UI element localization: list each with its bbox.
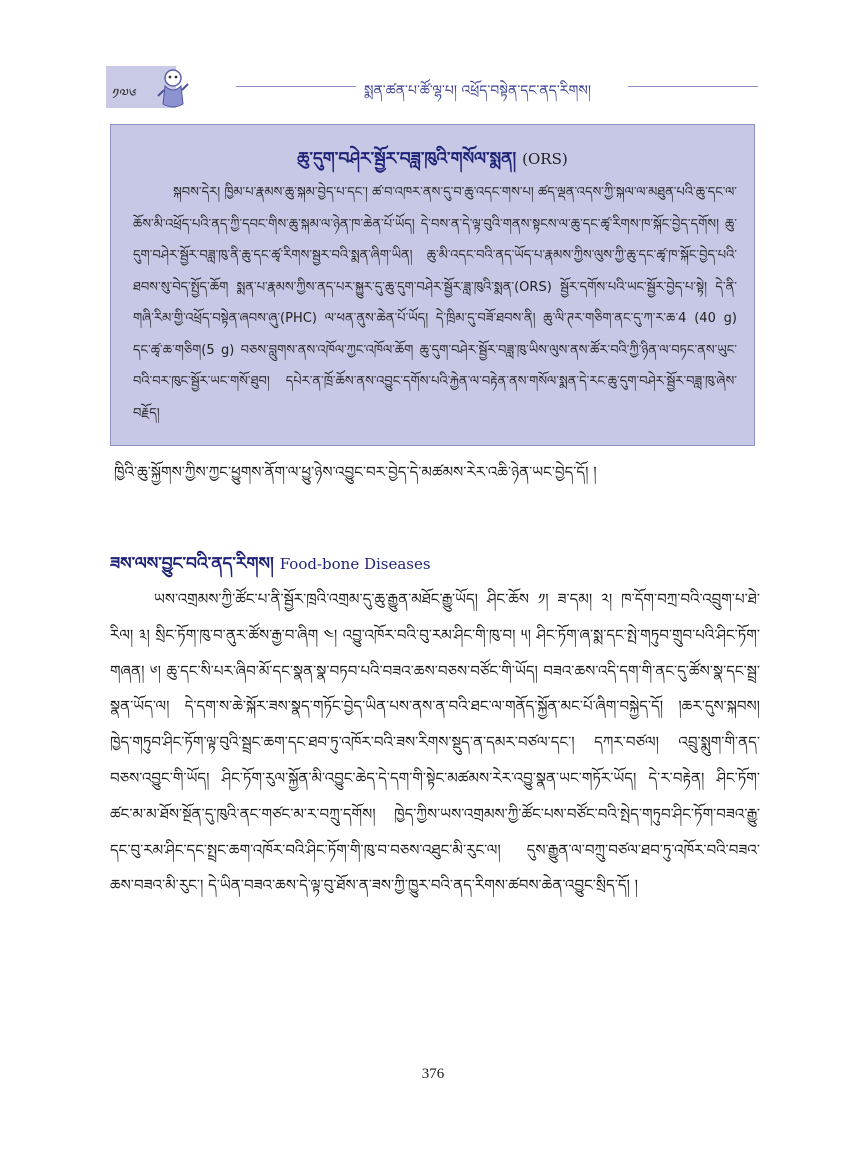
after-box-sentence: ཁྱིའི་ཆུ་སྐྱོགས་ཀྱིས་ཀྱང་ཕྱུགས་ནོག་ལ་ཕྱུ་ཉེས་འབྱུང་བར་བྱེད་དེ་མཚམས་རེར་འཆི་ཉེན་ཡང་བྱེད་དོ། ། <box>114 463 597 481</box>
ors-box-body <box>133 177 737 429</box>
running-header <box>106 66 766 118</box>
mascot-icon <box>156 66 190 114</box>
section-paragraph: ཡས་འགྲམས་ཀྱི་ཚོང་པ་ནི་སྦྱོར་ཁྲའི་འགྲམ་དུ་ཆུ་རྒྱུན་མཐོང་རྒྱུ་ཡོད། ཤིང་ཆོས ༡། ཟ་དམ། ༢། ཁ་དོག་བཀྲ་བའི་འབྲུག་པ་ཐེ་རིལ། ༣། སྲིང་ཏོག་ཁུ་བ་ནུར་ཚོས་རྒྱ་བ་ཞིག ༤། འབྱུ་འཁོར་བའི་བུ་རམ་ཤིང་གི་ཁུ་བ། ༥། ཤིང་ཏོག་ཞ་སྨ་དང་སྤེ་གཏུབ་གྲུབ་པའི་ཤིང་ཏོག་གཞན། ༦། ཆུ་དང་སི་པར་ཞིབ་མོ་དང་སྣན་སྣ་བཏབ་པའི་བཟའ་ཆས་བཅས་བཙོང་གི་ཡོད། བཟའ་ཆས་འདི་དག་གི་ནང་དུ་ཚོས་སྣ་དང་སྦྲ་སྣན་ཡོད་ལ། དེ་དག་ས་ཆེ་སྐོར་ཟས་སྣད་གཏོང་བྱེད་ཡིན་པས་ནས་ན་བའི་ཐང་ལ་གནོད་སྐྱོན་མང་པོ་ཞིག་བསྐྱེད་དོ། །ཆར་དུས་སྐབས། ཁྱེད་གཏུབ་ཤིང་ཏོག་ལྟ་བུའི་སྦྲང་ཆག་དང་ཐབ་ཏུ་འཁོར་བའི་ཟས་རིགས་སྡུད་ན་དམར་བཙལ་དང་། དཀར་བཙལ། འབྲུ་སྨུག་གི་ནད་བཅས་འབྱུང་གི་ཡོད། ཤིང་ཏོག་རུལ་སྐྱོན་མི་འབྱུང་ཆེད་དེ་དག་གི་སྟེང་མཚམས་རེར་འབྱུ་སྣན་ཡང་གཏོར་ཡོད། དེ་ར་བརྟེན། ཤིང་ཏོག་ཚང་མ་མ་ཐོས་སྔོན་དུ་ཁུའི་ནང་གཙང་མ་ར་བཀྲུ་དགོས། ཁྱེད་ཀྱིས་ཡས་འགྲམས་ཀྱི་ཚོང་པས་བཙོང་བའི་སྤེད་གཏུབ་ཤིང་ཏོག་བཟའ་རྒྱུ་དང་བུ་རམ་ཤིང་དང་སྤྲང་ཆག་འཁོར་བའི་ཤིང་ཏོག་གི་ཁུ་བ་བཅས་འཐུང་མི་རུང་ལ། དུས་རྒྱུན་ལ་བཀྲུ་བཙལ་ཐབ་ཏུ་འཁོར་བའི་བཟའ་ཆས་བཟའ་མི་རུང་། དེ་ཡིན་བཟའ་ཆས་དེ་ལྟ་བུ་ཐོས་ན་ཟས་ཀྱི་ཁྱུར་བའི་ནད་རིགས་ཚབས་ཆེན་འབྱུང་སྲིད་དོ། ། <box>110 590 760 895</box>
ors-box-title-latin: (ORS) <box>522 150 568 168</box>
header-rule-right <box>628 86 758 87</box>
ors-box-title-tibetan: ཆུ་དུག་བཤེར་སྦྱོར་བཟླ་ཁུའི་གསོལ་སྨན། <box>297 149 517 169</box>
ors-info-box <box>110 124 755 446</box>
page-number-tab-label: ༡༧༦ <box>112 85 137 103</box>
section-heading-tibetan: ཟས་ལས་བྱུང་བའི་ནད་རིགས། <box>110 554 274 574</box>
ors-box-paragraph: སྐབས་དེར། ཁྱིམ་པ་རྣམས་ཆུ་སྐམ་བྱེད་པ་དང་། ཚ་བ་འཁར་ནས་དུ་བ་ཆུ་འདང་གས་པ། ཚད་ལྡན་འདས་ཀྱི་སྐལ་ལ་མཐུན་པའི་ཆུ་དང་ལ་ཆོས་མི་འཕྲོད་པའི་ནད་ཀྱི་དབང་གིས་ཆུ་སྐམ་ལ་ཉེན་ཁ་ཆེན་པོ་ཡོད། དེ་བས་ན་དེ་ལྟ་བུའི་གནས་སྟངས་ལ་ཆུ་དང་ཚྭ་རིགས་ཁ་སྐོང་བྱེད་དགོས། ཆུ་དུག་བཤེར་སྦྱོར་བཟླ་ཁུ་ནི་ཆུ་དང་ཚྭ་རིགས་སྦྱར་བའི་སྨན་ཞིག་ཡིན། ཆུ་མི་འདང་བའི་ནད་ཡོད་པ་རྣམས་ཀྱིས་ལུས་ཀྱི་ཆུ་དང་ཚྭ་ཁ་སྐོང་བྱེད་པའི་ཐབས་སུ་བེད་སྤྱོད་ཆོག སྨན་པ་རྣམས་ཀྱིས་ནད་པར་སྐྱུར་དུ་ཆུ་དུག་བཤེར་སྦྱོར་ཟླ་ཁུའི་སྨན་(ORS) སྦྱོར་དགོས་པའི་ཡང་སྦྱོར་བྱེད་པ་སྟེ། དེ་ནི་གཞི་རིམ་གྱི་འཕྲོད་བསྟེན་ཞབས་ཞུ་(PHC) ལ་ཕན་ནུས་ཆེན་པོ་ཡོད། དེ་ཁྲིམ་དུ་བཟོ་ཐབས་ནི། ཆུ་ལི་ཊར་གཅིག་ནང་དུ་ཀ་ར་ཆ་4 (40 g) དང་ཚྭ་ཆ་གཅིག(5 g) བཅས་བླུགས་ནས་འཁོལ་ཀྱང་འཁོལ་ཆོག ཆུ་དུག་བཤེར་སྦྱོར་བཟླ་ཁུ་ཡིས་ལུས་ནས་ཚོར་བའི་ཀྱི་ཉིན་ལ་བཏང་ནས་ཡུང་བའི་བར་ཁུང་སྦྱོར་ཡང་གསོ་ཐུབ། དཔེར་ན་ཁྲོ་ཆོས་ནས་འབྱུང་དགོས་པའི་རྐྱེན་ལ་བརྟེན་ནས་གསོལ་སྨན་དེ་རང་ཆུ་དུག་བཤེར་སྦྱོར་བཟླ་ཁུ་ཞེས་བརྗོད། <box>133 185 737 421</box>
header-rule-left <box>236 86 356 87</box>
section-heading-latin: Food-bone Diseases <box>279 555 431 573</box>
running-title: སྨན་ཚན་པ་ཚོ་ལྷ་པ། འཕྲོད་བསྟེན་དང་ནད་རིགས། <box>364 83 591 99</box>
section-body <box>110 582 760 904</box>
page-number: 376 <box>421 1066 445 1082</box>
